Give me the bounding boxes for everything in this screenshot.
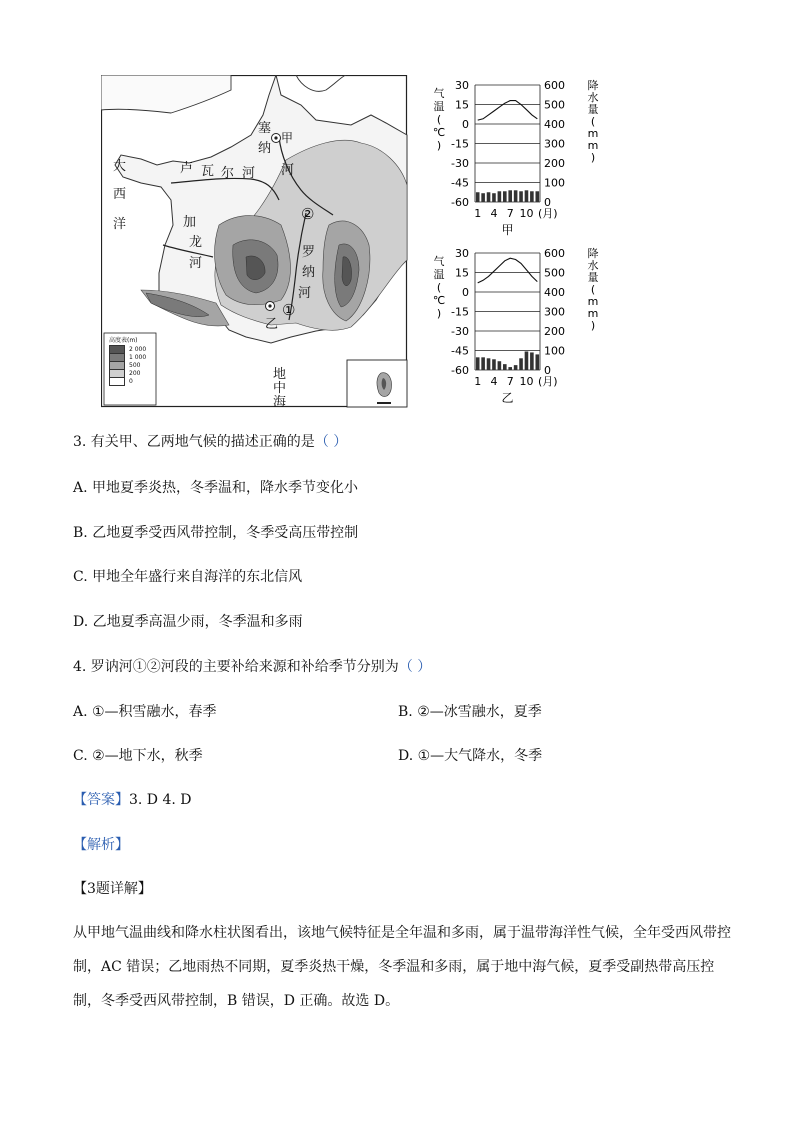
right-tick-label: 400 [544, 286, 565, 299]
y2-axis-title-char: ( [590, 283, 596, 296]
precipitation-bar [525, 351, 529, 370]
left-tick-label: 15 [455, 98, 469, 112]
left-tick-label: -15 [451, 137, 469, 151]
precipitation-bar [535, 191, 539, 202]
x-unit-label: (月) [538, 207, 558, 220]
legend-level-label: 2 000 [129, 345, 147, 353]
y2-axis-title-char: m [587, 307, 599, 320]
precipitation-bar [492, 359, 496, 370]
precipitation-bar [519, 191, 523, 202]
y2-axis-title-char: m [587, 295, 599, 308]
x-tick-label: 1 [474, 375, 482, 388]
loire-label-1: 卢 [180, 161, 194, 176]
rhone-label-2: 纳 [302, 265, 316, 280]
climate-chart-jia [425, 78, 605, 246]
legend-row [109, 377, 146, 385]
y2-axis-title-char: ( [590, 115, 596, 128]
legend-level-label: 500 [129, 361, 141, 369]
precipitation-bar [487, 192, 491, 202]
right-tick-label: 600 [544, 79, 565, 92]
loire-label-3: 尔 [221, 166, 235, 181]
precipitation-bar [503, 191, 507, 202]
y-axis-title-char: 温 [433, 268, 445, 281]
answer-label: 【答案】 [73, 792, 129, 808]
chart-title: 乙 [501, 391, 514, 405]
atlantic-label-1: 大 [113, 159, 127, 174]
answer-line [73, 790, 192, 810]
y-axis-title-char: ( [436, 281, 442, 294]
question-3-option-d: D. 乙地夏季高温少雨，冬季温和多雨 [73, 614, 303, 630]
question-3-text: 3. 有关甲、乙两地气候的描述正确的是 [73, 434, 315, 450]
x-tick-label: 4 [490, 207, 498, 220]
legend-level-label: 1 000 [129, 353, 147, 361]
x-tick-label: 1 [474, 207, 482, 220]
left-tick-label: -15 [451, 305, 469, 319]
left-tick-label: -45 [451, 176, 469, 190]
precipitation-bar [492, 193, 496, 202]
y-axis-title-char: ( [436, 113, 442, 126]
right-tick-label: 200 [544, 157, 565, 170]
right-tick-label: 500 [544, 98, 565, 112]
atlantic-label-3: 洋 [113, 217, 127, 232]
left-tick-label: -30 [451, 325, 469, 338]
question-4-option-b: B. ②—冰雪融水，夏季 [398, 704, 542, 720]
garonne-label-1: 加 [183, 215, 197, 230]
x-tick-label: 10 [519, 375, 534, 388]
precipitation-bar [481, 357, 485, 370]
legend-title: 高度表(m) [109, 337, 138, 344]
legend-swatch [109, 377, 125, 386]
precipitation-bar [498, 191, 502, 202]
seine-label-sai: 塞 [258, 121, 272, 136]
right-tick-label: 100 [544, 344, 565, 358]
legend-level-label: 0 [129, 377, 133, 385]
y2-axis-title-char: 水 [587, 91, 599, 104]
precipitation-bar [530, 352, 534, 370]
y-axis-title-char: ℃ [432, 126, 446, 139]
mediterranean-label: 地中海 [273, 367, 287, 410]
france-relief-map [101, 75, 408, 408]
jia-map-label: 甲 [281, 131, 294, 145]
detail-label: 【3题详解】 [73, 881, 152, 897]
y2-axis-title-char: m [587, 139, 599, 152]
seine-label-he: 河 [281, 163, 295, 178]
atlantic-label-2: 西 [113, 187, 127, 202]
precipitation-bar [508, 190, 512, 202]
precipitation-bar [476, 192, 480, 202]
y2-axis-title-char: 量 [587, 103, 599, 116]
circle-1-label: ① [282, 301, 296, 319]
question-3-option-a: A. 甲地夏季炎热，冬季温和，降水季节变化小 [73, 480, 359, 496]
question-3-option-b: B. 乙地夏季受西风带控制，冬季受高压带控制 [73, 525, 359, 541]
right-tick-label: 500 [544, 266, 565, 280]
x-tick-label: 10 [519, 207, 534, 220]
y2-axis-title-char: 降 [587, 79, 599, 92]
left-tick-label: -45 [451, 344, 469, 358]
chart-title: 甲 [501, 223, 514, 237]
precipitation-bar [508, 367, 512, 370]
y-axis-title-char: 温 [433, 100, 445, 113]
right-tick-label: 400 [544, 118, 565, 131]
x-tick-label: 7 [506, 207, 514, 220]
question-4-bracket: （ ） [398, 659, 432, 675]
loire-label-2: 瓦 [201, 164, 215, 179]
question-3-stem [73, 432, 347, 452]
y-axis-title-char: ) [436, 139, 442, 152]
left-tick-label: 0 [462, 118, 469, 131]
legend-text [109, 336, 146, 385]
seine-label-na: 纳 [258, 141, 272, 156]
precipitation-bar [481, 193, 485, 202]
question-3-option-c: C. 甲地全年盛行来自海洋的东北信风 [73, 569, 303, 585]
yi-map-label: 乙 [265, 317, 279, 332]
question-4-option-a: A. ①—积雪融水，春季 [73, 704, 217, 720]
detail-explanation: 从甲地气温曲线和降水柱状图看出，该地气候特征是全年温和多雨，属于温带海洋性气候，全年受西风带控制，AC 错误；乙地雨热不同期，夏季炎热干燥，冬季温和多雨，属于地中海气候，夏季受副热带高压控制，冬季受西风带控制，B 错误，D 正确。故选 D。 [73, 925, 731, 1009]
precipitation-bar [519, 358, 523, 370]
question-4-text: 4. 罗讷河①②河段的主要补给来源和补给季节分别为 [73, 659, 399, 675]
precipitation-bar [535, 354, 539, 370]
question-4-stem [73, 657, 431, 677]
left-tick-label: -60 [451, 364, 469, 377]
left-tick-label: 0 [462, 286, 469, 299]
precipitation-bar [498, 361, 502, 370]
right-tick-label: 600 [544, 247, 565, 260]
left-tick-label: -30 [451, 157, 469, 170]
garonne-label-3: 河 [189, 256, 203, 271]
circle-2-label: ② [301, 205, 315, 223]
question-4-option-d: D. ①—大气降水，冬季 [398, 748, 543, 764]
y2-axis-title-char: 降 [587, 247, 599, 260]
right-tick-label: 0 [544, 196, 551, 209]
precipitation-bar [530, 191, 534, 202]
x-tick-label: 7 [506, 375, 514, 388]
right-tick-label: 300 [544, 305, 565, 319]
precipitation-bar [514, 365, 518, 370]
precipitation-bar [514, 190, 518, 202]
y-axis-title-char: ) [436, 307, 442, 320]
precipitation-bar [503, 364, 507, 370]
y2-axis-title-char: ) [590, 151, 596, 164]
rhone-label-3: 河 [298, 286, 312, 301]
temperature-line [478, 101, 538, 121]
y-axis-title-char: 气 [433, 255, 445, 268]
y-axis-title-char: 气 [433, 87, 445, 100]
left-tick-label: -60 [451, 196, 469, 209]
temperature-line [478, 258, 538, 283]
question-3-bracket: （ ） [314, 434, 348, 450]
rhone-label-1: 罗 [302, 245, 316, 260]
right-tick-label: 300 [544, 137, 565, 151]
analysis-label: 【解析】 [73, 837, 129, 853]
answer-value: 3. D 4. D [129, 792, 192, 808]
left-tick-label: 15 [455, 266, 469, 280]
precipitation-bar [487, 358, 491, 370]
y2-axis-title-char: 量 [587, 271, 599, 284]
climate-chart-yi [425, 246, 605, 406]
precipitation-bar [476, 357, 480, 370]
legend-level-label: 200 [129, 369, 141, 377]
x-unit-label: (月) [538, 375, 558, 388]
right-tick-label: 100 [544, 176, 565, 190]
loire-label-4: 河 [242, 166, 256, 181]
precipitation-bar [525, 190, 529, 202]
y-axis-title-char: ℃ [432, 294, 446, 307]
garonne-label-2: 龙 [189, 235, 203, 250]
left-tick-label: 30 [455, 247, 469, 260]
y2-axis-title-char: m [587, 127, 599, 140]
left-tick-label: 30 [455, 79, 469, 92]
y2-axis-title-char: ) [590, 319, 596, 332]
x-tick-label: 4 [490, 375, 498, 388]
right-tick-label: 200 [544, 325, 565, 338]
question-4-option-c: C. ②—地下水，秋季 [73, 748, 203, 764]
y2-axis-title-char: 水 [587, 259, 599, 272]
right-tick-label: 0 [544, 364, 551, 377]
